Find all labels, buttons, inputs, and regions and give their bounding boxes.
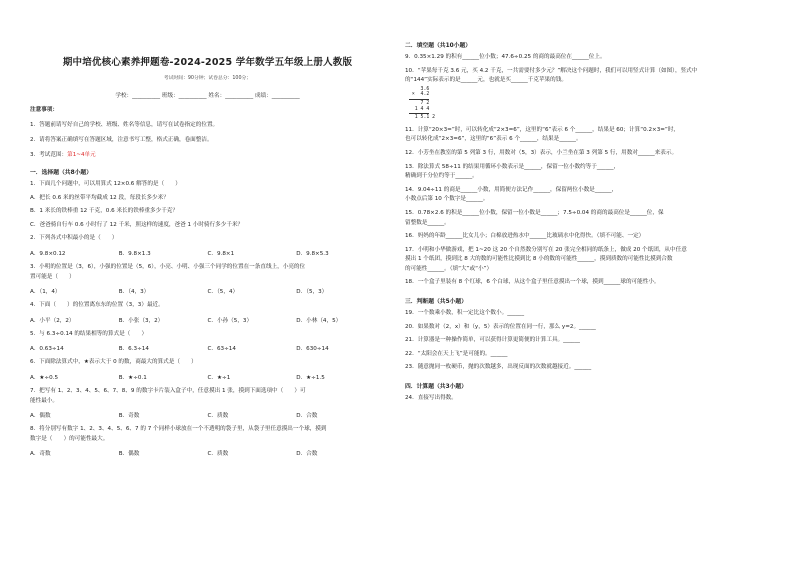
- notes-block: [30, 105, 385, 158]
- option-a: A．偶数: [30, 413, 51, 420]
- option-c: C．9.8×1: [207, 250, 235, 257]
- option-c: C．质数: [207, 413, 229, 420]
- vertical-calculation: [409, 87, 780, 121]
- question-14: 14．9.04÷11 的商是______小数，用简便方法记作______，保留两位小数是______，: [405, 186, 618, 193]
- option-c: C．小孙（5，3）: [207, 317, 253, 324]
- option-a: A．★÷0.5: [30, 374, 59, 381]
- right-page: [397, 0, 794, 562]
- question-12: 12．小芳坐在教室的第 5 列第 3 行，用数对（5，3）表示，小兰坐在第 3 列第 5 行，用数对______来表示。: [405, 149, 678, 156]
- section-4-heading: 四．计算题（共3小题）: [405, 384, 468, 391]
- note-1: 1．答题前请写好自己的学校、班级、姓名等信息，请写在试卷指定的位置。: [30, 122, 219, 128]
- question-18: 18．一个盒子里装有 8 个红球，6 个白球，从这个盒子里任意摸出一个球，摸到______球的可能性小。: [405, 279, 660, 286]
- question-21: 21．计算器是一种操作简单，可以获得计算更简便的计算工具。______: [405, 337, 580, 344]
- option-b: B．偶数: [118, 451, 140, 458]
- question-6-options: [30, 373, 385, 381]
- question-3-cont: 置可能是（ ）: [30, 273, 75, 280]
- option-c: C．63÷14: [207, 346, 236, 353]
- option-b: B．9.8×1.3: [118, 250, 151, 257]
- question-17-cont2: 的可能性______。（填“大”或“小”）: [405, 265, 493, 272]
- option-d: D．小林（4，5）: [296, 317, 342, 324]
- question-2-options: [30, 249, 385, 257]
- question-5: 5．与 6.3÷0.14 的结果相等的算式是（ ）: [30, 330, 148, 337]
- question-7-cont: 能性最小。: [30, 397, 58, 404]
- section-2-heading: 二．填空题（共10小题）: [405, 43, 472, 49]
- calc-line-3: 7 2: [409, 100, 430, 106]
- option-a: A．0.63÷14: [30, 346, 64, 353]
- calc-rule: [409, 99, 429, 100]
- option-d: D．（5，3）: [296, 289, 328, 296]
- question-10: 10．“苹果每千克 3.6 元，买 4.2 千克，一共需要付多少元？”解决这个问题时，我们可以用竖式计算（如图），竖式中: [405, 67, 698, 74]
- question-1-option-b: B．1 米长的铁棒重 12 千克，0.6 米长的铁棒重多少千克？: [30, 208, 178, 215]
- question-2: 2．下列各式中积最小的是（ ）: [30, 235, 118, 242]
- option-c: C．质数: [207, 451, 229, 458]
- calc-line-5: 1 5.1 2: [409, 115, 435, 121]
- question-1-option-a: A．把长 0.6 米的丝带平均截成 12 段，每段长多少米？: [30, 194, 169, 201]
- option-a: A．小平（2，2）: [30, 317, 75, 324]
- exam-info: 考试时间：90分钟；试卷总分：100分；: [163, 76, 252, 81]
- question-17: 17．小明和小华做游戏，把 1~20 这 20 个自然数分别写在 20 张完全相同的纸条上，做成 20 个纸团，从中任意: [405, 246, 687, 253]
- option-c: C．★÷1: [207, 374, 231, 381]
- section-3-heading: 三．判断题（共5小题）: [405, 299, 468, 306]
- question-7: 7．把写有 1、2、3、4、5、6、7、8、9 的数字卡片装入盒子中，任意摸出 1 张，摸到下面选项中（ ）可: [30, 387, 306, 394]
- question-4: 4．下面（ ）的位置离东东的位置（3，3）最近。: [30, 302, 164, 309]
- option-a: A．（1，4）: [30, 289, 61, 296]
- option-a: A．9.8×0.12: [30, 250, 66, 257]
- option-d: D．合数: [296, 451, 318, 458]
- question-23: 23．随意抛同一枚硬币，抛的次数越多，出现反面的次数就越接近。______: [405, 364, 592, 371]
- question-11: 11．计算“20×3=”时，可以转化成“2×3=6”，这里的“6”表示 6 个______，结果是 60；计算“0.2×3=”时，: [405, 126, 680, 133]
- question-24: 24．直接写出得数。: [405, 395, 457, 402]
- question-15: 15．0.78×2.6 的积是______位小数，保留一位小数是______；7.5÷0.04 的商的最高位是______位，保: [405, 209, 664, 216]
- question-3-options: [30, 287, 385, 295]
- calc-line-1: 3.6: [409, 86, 430, 92]
- question-14-cont: 小数点后第 10 个数字是______。: [405, 196, 489, 203]
- note-3: [30, 150, 385, 158]
- option-b: B．（4，3）: [118, 289, 150, 296]
- option-d: D．★÷1.5: [296, 374, 325, 381]
- question-4-options: [30, 316, 385, 324]
- note-2: 2．请将答案正确填写在答题区域，注意书写工整，格式正确，卷面整洁。: [30, 137, 213, 143]
- question-8-cont: 数字是（ ）的可能性最大。: [30, 435, 109, 442]
- calc-line-4: 1 4 4: [409, 106, 430, 112]
- question-1: 1．下面几个问题中，可以用算式 12×0.6 解答的是（ ）: [30, 181, 181, 187]
- question-6: 6．下面除法算式中，★表示大于 0 的数，商最大的算式是（ ）: [30, 359, 197, 366]
- option-d: D．合数: [296, 413, 318, 420]
- option-a: A．奇数: [30, 451, 51, 458]
- question-20: 20．如果数对（2，x）和（y，5）表示的位置在同一行，那么 y=2。______: [405, 323, 596, 330]
- exam-title: 期中培优核心素养押题卷-2024-2025 学年数学五年级上册人教版: [62, 57, 353, 68]
- question-8: 8．将分别写有数字 1、2、3、4、5、6、7 的 7 个同样小球放在一个不透明的袋子里，从袋子里任意摸出一个球，摸到: [30, 426, 327, 433]
- question-7-options: [30, 411, 385, 419]
- option-b: B．★÷0.1: [118, 374, 147, 381]
- question-13: 13．除法算式 58÷11 的结果用循环小数表示是______，保留一位小数约等于______，: [405, 163, 620, 170]
- option-d: D．9.8×5.3: [296, 250, 329, 257]
- student-fields: 学校：__________ 班级：__________ 姓名：__________ 成绩：__________: [115, 93, 300, 99]
- note-3-range: 第1~4单元: [67, 152, 96, 158]
- notes-title: 注意事项：: [30, 107, 58, 113]
- question-3: 3．小明的位置是（3，6），小强的位置是（5，6），小亮、小明、小强三个同学的位置在一条直线上，小亮的位: [30, 263, 306, 270]
- question-13-cont: 精确到千分位约等于______。: [405, 173, 478, 180]
- note-3-prefix: 3．考试范围：: [30, 152, 68, 158]
- option-b: B．奇数: [118, 413, 140, 420]
- option-b: B．小张（3，2）: [118, 317, 164, 324]
- question-5-options: [30, 344, 385, 352]
- option-b: B．6.3÷14: [118, 346, 149, 353]
- calc-rule: [409, 113, 429, 114]
- question-11-cont: 也可以转化成“2×3=6”，这里的“6”表示 6 个______，结果是______。: [405, 136, 582, 143]
- calc-line-2: × 4.2: [409, 92, 430, 98]
- question-1-option-c: C．爸爸骑自行车 0.6 小时行了 12 千米，照这样的速度，爸爸 1 小时骑行多少千米？: [30, 221, 244, 228]
- question-17-cont: 摸出 1 个纸团，摸到比 8 大的数的可能性比摸到比 8 小的数的可能性______，摸到质数的可能性比摸到合数: [405, 256, 673, 263]
- question-16: 16．妈妈的年龄______比女儿小；白棉放进热水中______比玻璃水中化得快。（填不可能、一定）: [405, 233, 645, 240]
- option-c: C．（5，4）: [207, 289, 239, 296]
- question-15-cont: 留整数是______。: [405, 219, 450, 226]
- question-9: 9．0.35×1.29 的积有______位小数；47.6÷0.25 的商的最高位在______位上。: [405, 54, 606, 60]
- question-10-cont: 的“144”实际表示的是______元，也就是买______千克苹果的钱。: [405, 77, 567, 84]
- question-8-options: [30, 449, 385, 457]
- section-1-heading: 一．选择题（共8小题）: [30, 170, 93, 176]
- question-22: 22．“太阳会在天上飞”是可能的。______: [405, 350, 508, 357]
- option-d: D．630÷14: [296, 346, 329, 353]
- question-19: 19．一个数乘小数，积一定比这个数小。______: [405, 310, 524, 317]
